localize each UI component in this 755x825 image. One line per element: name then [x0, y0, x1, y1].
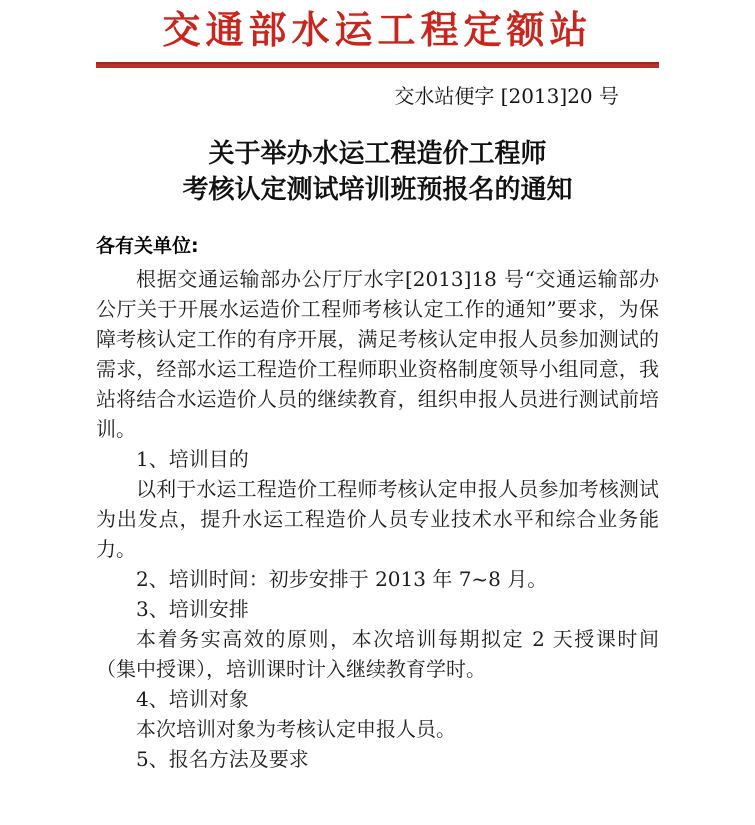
notice-main	[96, 136, 659, 774]
salutation: 各有关单位:	[96, 235, 199, 257]
letterhead	[96, 8, 659, 108]
intro-paragraph: 根据交通运输部办公厅厅水字[2013]18 号“交通运输部办公厅关于开展水运造价工程师考核认定工作的通知”要求，为保障考核认定工作的有序开展，满足考核认定申报人员参加测试的需求，经部水运工程造价工程师职业资格制度领导小组同意，我站将结合水运造价人员的继续教育，组织申报人员进行测试前培训。	[96, 267, 659, 441]
letterhead-double-rule	[96, 62, 659, 68]
notice-title-line1: 关于举办水运工程造价工程师	[208, 139, 547, 169]
document-content	[96, 0, 659, 774]
item-1-body: 以利于水运工程造价工程师考核认定申报人员参加考核测试为出发点，提升水运工程造价人员专业技术水平和综合业务能力。	[96, 477, 659, 561]
document-number: 交水站便字 [2013]20 号	[394, 84, 619, 108]
notice-title-line2: 考核认定测试培训班预报名的通知	[182, 175, 573, 205]
item-3-body: 本着务实高效的原则，本次培训每期拟定 2 天授课时间（集中授课），培训课时计入继续教育学时。	[96, 627, 659, 681]
notice-body	[96, 264, 659, 774]
item-4-body: 本次培训对象为考核认定申报人员。	[136, 717, 456, 741]
item-3-heading: 3、培训安排	[136, 597, 249, 621]
item-4-heading: 4、培训对象	[136, 687, 249, 711]
item-5-heading: 5、报名方法及要求	[136, 747, 309, 771]
letterhead-org-title: 交通部水运工程定额站	[162, 7, 593, 52]
notice-title	[96, 136, 659, 208]
item-2-heading: 2、培训时间：初步安排于 2013 年 7~8 月。	[136, 567, 548, 591]
item-1-heading: 1、培训目的	[136, 447, 249, 471]
